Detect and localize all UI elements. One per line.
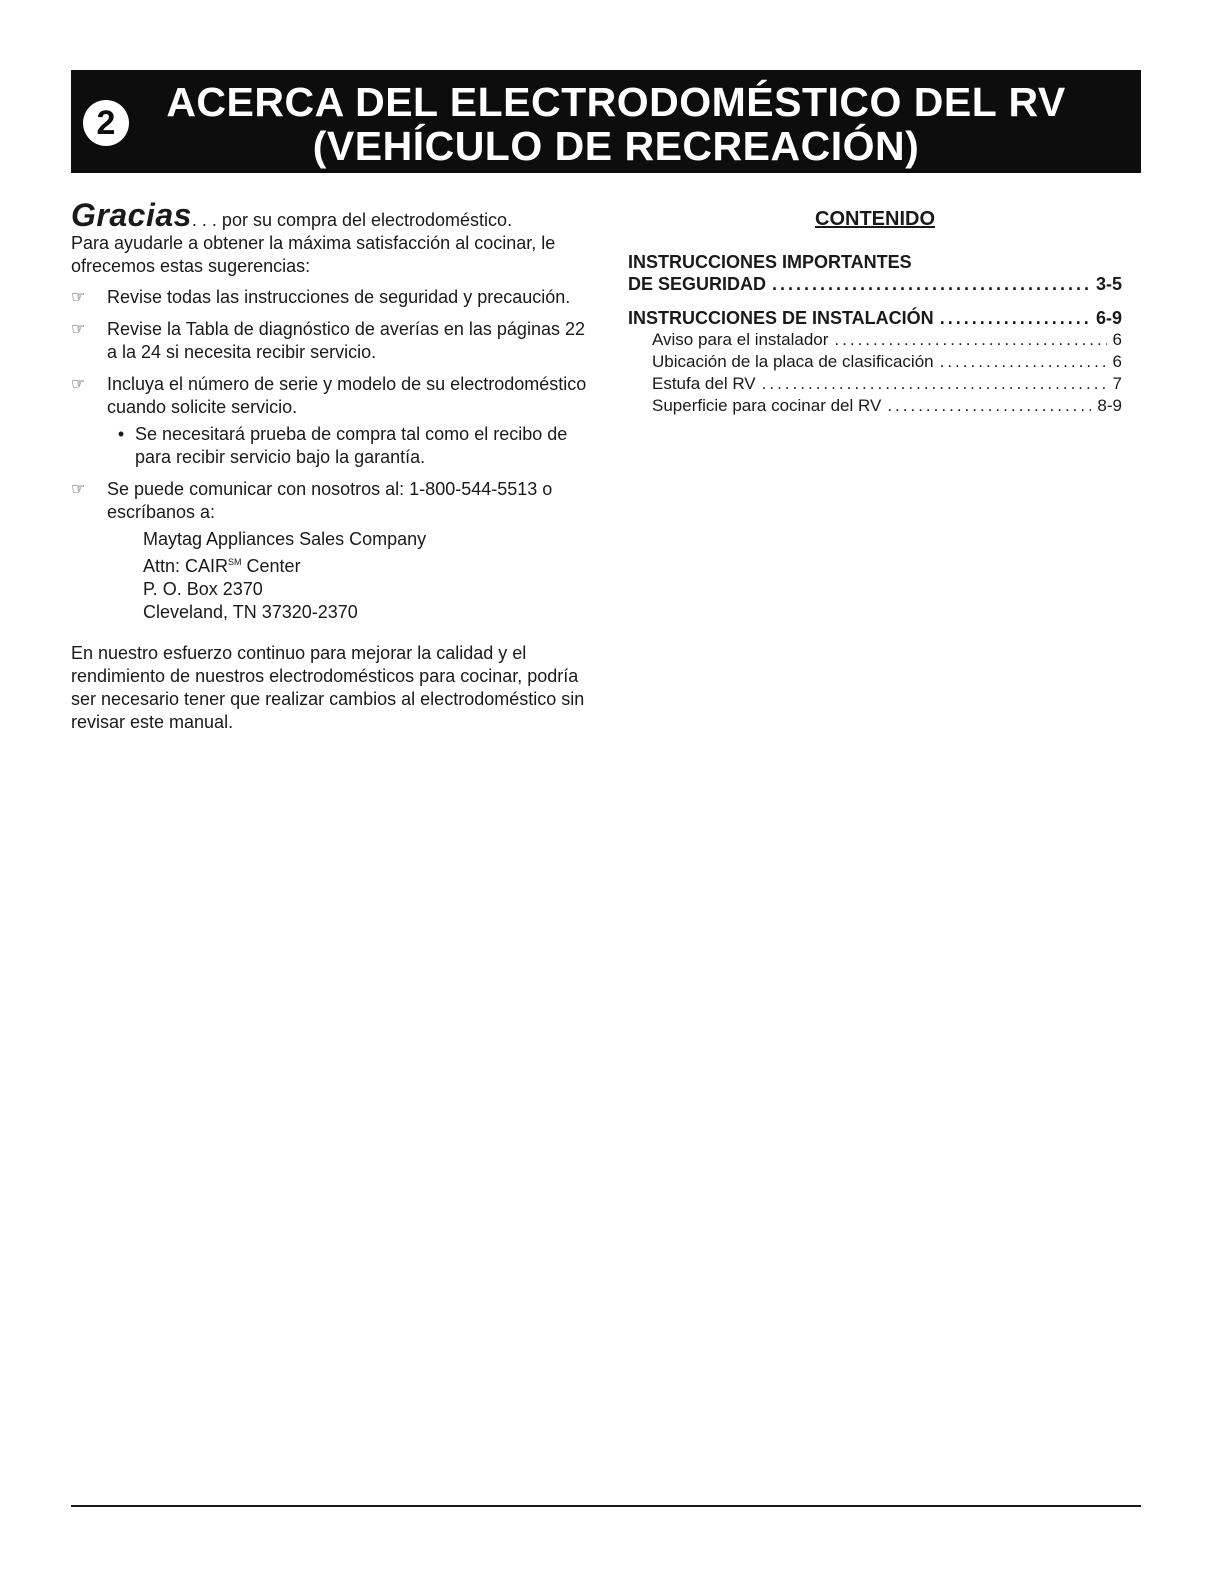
thanks-tail: . . . por su compra del electrodoméstico. bbox=[191, 210, 513, 230]
section-header bbox=[71, 70, 1141, 173]
pointing-hand-icon: ☞ bbox=[71, 321, 85, 338]
service-mark: SM bbox=[228, 557, 242, 567]
toc-entry[interactable] bbox=[628, 307, 1122, 329]
tip-bullet-text: Se necesitará prueba de compra tal como el recibo de para recibir servicio bajo la garantía. bbox=[135, 424, 568, 467]
toc-entry-label: INSTRUCCIONES DE INSTALACIÓN bbox=[628, 308, 934, 328]
toc-entry-page: 6 bbox=[1112, 330, 1122, 349]
closing-paragraph: En nuestro esfuerzo continuo para mejorar la calidad y el rendimiento de nuestros electrodomésticos para cocinar, podría ser necesario tener que realizar cambios al electrodoméstico sin revisar este manual. bbox=[71, 643, 585, 732]
table-of-contents bbox=[628, 208, 1122, 417]
mailing-address bbox=[143, 528, 596, 624]
toc-entry-page: 6 bbox=[1112, 352, 1122, 371]
toc-entry[interactable] bbox=[628, 351, 1122, 373]
toc-entry-page: 8-9 bbox=[1097, 396, 1122, 415]
section-number-badge: 2 bbox=[83, 100, 129, 146]
tip-bullet bbox=[107, 423, 596, 469]
tip-text: Incluya el número de serie y modelo de su electrodoméstico cuando solicite servicio. bbox=[107, 374, 587, 417]
tip-item bbox=[71, 373, 596, 469]
tip-item bbox=[71, 478, 596, 624]
pointing-hand-icon: ☞ bbox=[71, 289, 85, 306]
left-column bbox=[71, 197, 596, 752]
address-line: P. O. Box 2370 bbox=[143, 579, 263, 599]
toc-entry-label: Estufa del RV bbox=[652, 374, 756, 393]
toc-entry-label: Ubicación de la placa de clasificación bbox=[652, 352, 934, 371]
tip-text: Revise todas las instrucciones de seguridad y precaución. bbox=[107, 287, 571, 307]
address-line: Attn: CAIR℠ Center bbox=[143, 556, 301, 576]
toc-entry-label: Aviso para el instalador bbox=[652, 330, 829, 349]
section-title bbox=[151, 80, 1081, 168]
toc-entry-page: 3-5 bbox=[1095, 274, 1122, 294]
toc-entry[interactable] bbox=[628, 273, 1122, 295]
toc-entry[interactable] bbox=[628, 373, 1122, 395]
section-title-line2: (VEHÍCULO DE RECREACIÓN) bbox=[312, 123, 920, 169]
intro-text: Para ayudarle a obtener la máxima satisfacción al cocinar, le ofrecemos estas sugerencias: bbox=[71, 233, 556, 276]
section-title-line1: ACERCA DEL ELECTRODOMÉSTICO DEL RV bbox=[166, 79, 1066, 125]
tip-item bbox=[71, 318, 596, 364]
thanks-line bbox=[71, 197, 596, 233]
pointing-hand-icon: ☞ bbox=[71, 376, 85, 393]
toc-section-heading: INSTRUCCIONES IMPORTANTES bbox=[628, 252, 912, 272]
thanks-word: Gracias bbox=[71, 197, 192, 233]
toc-entry[interactable] bbox=[628, 329, 1122, 351]
toc-entry-page: 6-9 bbox=[1095, 308, 1122, 328]
bullet-icon: • bbox=[117, 424, 125, 444]
tip-text: Revise la Tabla de diagnóstico de averías en las páginas 22 a la 24 si necesita recibir servicio. bbox=[107, 319, 585, 362]
footer-rule bbox=[71, 1505, 1141, 1507]
toc-entry-label: DE SEGURIDAD bbox=[628, 274, 767, 294]
address-line: Cleveland, TN 37320-2370 bbox=[143, 602, 358, 622]
toc-entry-page: 7 bbox=[1112, 374, 1122, 393]
toc-title: CONTENIDO bbox=[815, 208, 935, 230]
toc-entry[interactable] bbox=[628, 395, 1122, 417]
address-line: Maytag Appliances Sales Company bbox=[143, 529, 427, 549]
tip-item bbox=[71, 286, 596, 309]
toc-entry-label: Superficie para cocinar del RV bbox=[652, 396, 882, 415]
tip-text: Se puede comunicar con nosotros al: 1-800-544-5513 o escríbanos a: bbox=[107, 479, 553, 522]
pointing-hand-icon: ☞ bbox=[71, 481, 85, 498]
